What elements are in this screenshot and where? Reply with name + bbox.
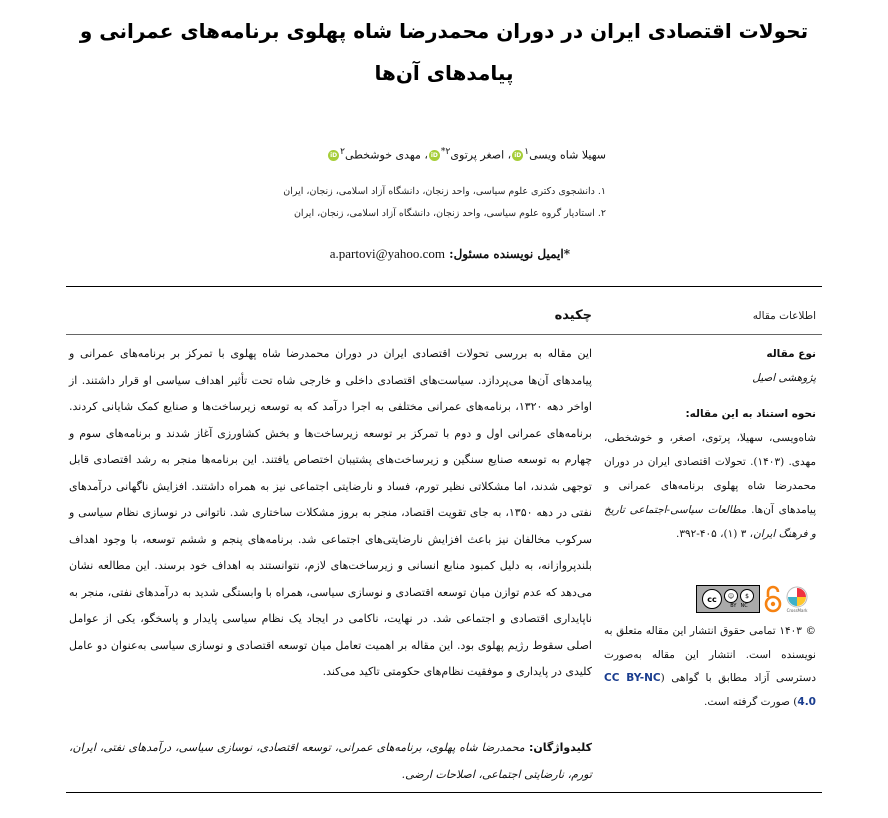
top-rule	[66, 286, 822, 287]
keywords	[69, 735, 592, 788]
author-name[interactable]: سهیلا شاه ویسی	[529, 148, 606, 162]
affiliation-marker: ۲*	[440, 146, 451, 157]
attribution-icon: ☺	[724, 589, 738, 603]
author-name[interactable]: اصغر پرتوی	[450, 148, 505, 162]
author-name[interactable]: مهدی خوشخطی	[345, 148, 421, 162]
affiliation-marker: ۲	[340, 146, 346, 157]
corresponding-email	[330, 246, 570, 262]
article-info	[604, 342, 816, 546]
separator: ،	[420, 148, 428, 162]
citation-body: شاه‌ویسی، سهیلا، پرتوی، اصغر، و خوشخطی، مهدی. (۱۴۰۳). تحولات اقتصادی ایران در دوران محمدرضا شاه پهلوی برنامه‌های عمرانی و پیامدهای آن‌ها.	[604, 432, 816, 516]
email-label: *ایمیل نویسنده مسئول:	[444, 247, 570, 261]
article-info-heading: اطلاعات مقاله	[752, 310, 816, 322]
article-type-label: نوع مقاله	[766, 348, 816, 360]
citation-tail: ، ۳ (۱)، ۴۰۵-۳۹۲.	[676, 528, 754, 540]
abstract-text: این مقاله به بررسی تحولات اقتصادی ایران در دوران محمدرضا شاه پهلوی با تمرکز بر برنامه‌های عمرانی و پیامدهای آن‌ها می‌پردازد. سیاست‌های اقتصادی داخلی و خارجی شاه تحت تأثیر اهداف سیاسی او قرار داشتند. از اواخر دهه ۱۳۲۰، برنامه‌های عمرانی مختلفی به اجرا درآمد که به توسعه زیرساخت‌ها و صنایع کمک شایانی کردند. برنامه‌های عمرانی اول و دوم با تمرکز بر توسعه زیرساخت‌ها و بخش کشاورزی آغاز شدند و برنامه‌های سوم و چهارم به توسعه صنایع سنگین و زیرساخت‌های پشتیبان اختصاص یافتند. این برنامه‌ها منجر به رشد اقتصادی قابل توجهی شدند، اما مشکلاتی نظیر تورم، فساد و نارضایتی اجتماعی نیز به همراه داشتند. افزایش ناگهانی درآمدهای نفتی در دهه ۱۳۵۰، به جای تقویت اقتصاد، منجر به بروز مشکلات ساختاری شد. ناتوانی در نوسازی نظام سیاسی و سرکوب مخالفان نیز باعث افزایش نارضایتی‌های اجتماعی شد. برنامه‌های پنجم و ششم توسعه، با وجود اهداف بلندپروازانه، به دلیل کمبود منابع انسانی و زیرساخت‌های لازم، نتوانستند به اهداف خود برسند. این مطالعه نشان می‌دهد که عدم توازن میان توسعه اقتصادی و نوسازی سیاسی، همراه با وابستگی شدید به درآمدهای نفتی، منجر به ناپایداری اقتصادی و اجتماعی شد. در نهایت، ناکامی در ایجاد یک نظام سیاسی پایدار و پاسخگو، یکی از عوامل اصلی سقوط رژیم پهلوی بود. این مقاله بر اهمیت تعامل میان توسعه اقتصادی و نوسازی سیاسی به‌عنوان دو عامل کلیدی در پایداری و موفقیت نظام‌های حکومتی تاکید می‌کند.	[69, 347, 592, 678]
affiliation-marker: ۱	[524, 146, 530, 157]
keywords-label: کلیدواژگان:	[524, 741, 592, 754]
license-notice	[604, 620, 816, 714]
by-label: BY	[730, 603, 737, 609]
cc-by-nc-badge[interactable]	[696, 585, 760, 613]
abstract-heading: چکیده	[554, 308, 592, 323]
keywords-text: محمدرضا شاه پهلوی، برنامه‌های عمرانی، توسعه اقتصادی، نوسازی سیاسی، درآمدهای نفتی، ایران، تورم، نارضایتی اجتماعی، اصلاحات ارضی.	[69, 741, 592, 781]
bottom-rule	[66, 792, 822, 793]
email-link[interactable]: a.partovi@yahoo.com	[329, 246, 445, 261]
license-logos	[696, 584, 808, 614]
article-title: تحولات اقتصادی ایران در دوران محمدرضا شاه پهلوی برنامه‌های عمرانی و پیامدهای آن‌ها	[79, 19, 809, 85]
citation-journal: مطالعات سیاسی-اجتماعی تاریخ و فرهنگ ایران	[604, 504, 816, 540]
citation-label: نحوه استناد به این مقاله:	[685, 408, 816, 420]
by-nc-symbols	[724, 589, 754, 603]
author-list	[327, 146, 606, 162]
orcid-icon[interactable]: iD	[430, 152, 438, 160]
article-type-value: پژوهشی اصیل	[752, 372, 816, 384]
license-text: © ۱۴۰۳ تمامی حقوق انتشار این مقاله متعلق به نویسنده است. انتشار این مقاله به‌صورت دسترسی آزاد مطابق با گواهی (	[604, 625, 817, 684]
affiliation-1: ۱. دانشجوی دکتری علوم سیاسی، واحد زنجان، دانشگاه آزاد اسلامی، زنجان، ایران	[283, 186, 606, 197]
by-nc-icons	[724, 589, 754, 609]
crossmark-label: CrossMark	[786, 607, 808, 613]
orcid-icon[interactable]: iD	[514, 152, 522, 160]
nc-label: NC	[740, 603, 748, 609]
citation-text	[604, 426, 816, 546]
separator: ،	[504, 148, 512, 162]
section-rule	[66, 334, 822, 335]
orcid-icon[interactable]: iD	[330, 152, 338, 160]
affiliation-2: ۲. استادیار گروه علوم سیاسی، واحد زنجان، دانشگاه آزاد اسلامی، زنجان، ایران	[293, 208, 606, 219]
noncommercial-icon: $	[740, 589, 754, 603]
cc-icon: cc	[702, 589, 722, 609]
open-access-icon	[764, 585, 782, 613]
license-link[interactable]: CC BY-NC 4.0	[604, 672, 816, 708]
license-tail: ) صورت گرفته است.	[704, 695, 798, 708]
by-nc-labels	[730, 603, 747, 609]
crossmark-icon[interactable]	[786, 586, 808, 613]
